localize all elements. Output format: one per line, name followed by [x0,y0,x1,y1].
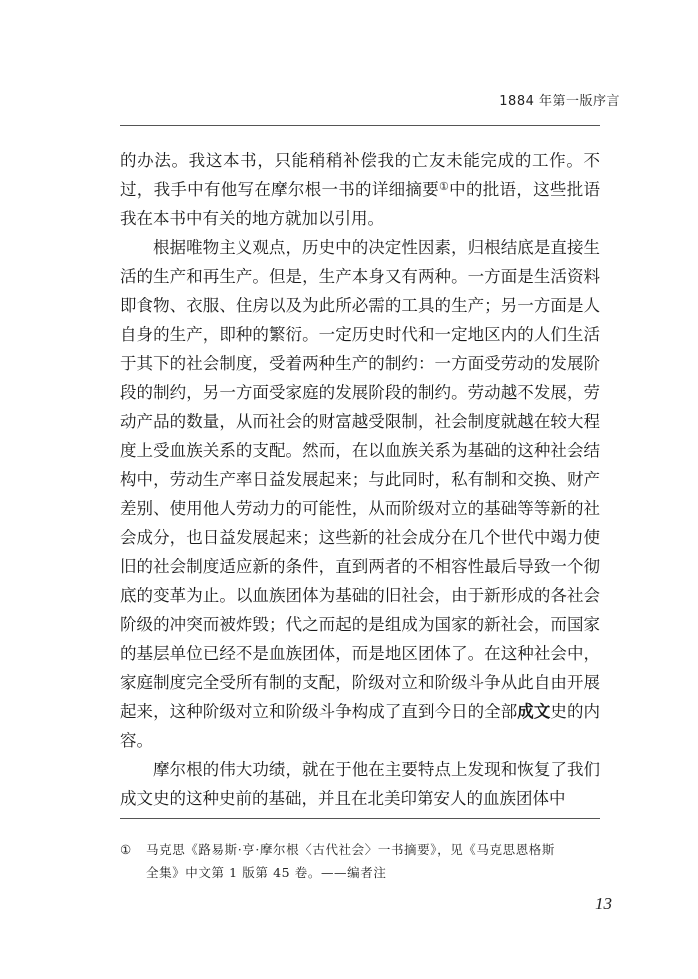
paragraph-1-tail: 中的批语，这些批语我在本书中有关的地方就加以引用。 [120,180,600,228]
footnote-text-1: 马克思《路易斯·亨·摩尔根〈古代社会〉一书摘要》，见《马克思恩格斯 [146,842,555,857]
paragraph-3-text: 摩尔根的伟大功绩，就在于他在主要特点上发现和恢复了我们成文史的这种史前的基础，并且在北美印第安人的血族团体中 [120,760,600,808]
footnote-mark: ① [120,842,132,857]
paragraph-3 [120,755,600,813]
footnote-line-2: 全集》中文第 1 版第 45 卷。——编者注 [146,865,387,880]
footnote [120,838,600,884]
paragraph-1 [120,146,600,233]
paragraph-2 [120,233,600,755]
footnote-reference[interactable]: ① [439,180,450,193]
paragraph-1-text: 的办法。我这本书，只能稍稍补偿我的亡友未能完成的工作。不过，我手中有他写在摩尔根一书的详细摘要 [120,151,600,199]
paragraph-2-tail: 史的内容。 [120,702,601,750]
paragraph-2-bold: 成文 [517,702,551,721]
footnote-line-1 [120,838,600,861]
header-rule [120,125,600,126]
footnote-rule [120,818,600,819]
paragraph-2-text: 根据唯物主义观点，历史中的决定性因素，归根结底是直接生活的生产和再生产。但是，生产本身又有两种。一方面是生活资料即食物、衣服、住房以及为此所必需的工具的生产；另一方面是人自身的生产，即种的繁衍。一定历史时代和一定地区内的人们生活于其下的社会制度，受着两种生产的制约：一方面受劳动的发展阶段的制约，另一方面受家庭的发展阶段的制约。劳动越不发展，劳动产品的数量，从而社会的财富越受限制，社会制度就越在较大程度上受血族关系的支配。然而，在以血族关系为基础的这种社会结构中，劳动生产率日益发展起来；与此同时，私有制和交换、财产差别、使用他人劳动力的可能性，从而阶级对立的基础等等新的社会成分，也日益发展起来；这些新的社会成分在几个世代中竭力使旧的社会制度适应新的条件，直到两者的不相容性最后导致一个彻底的变革为止。以血族团体为基础的旧社会，由于新形成的各社会阶级的冲突而被炸毁；代之而起的是组成为国家的新社会，而国家的基层单位已经不是血族团体，而是地区团体了。在这种社会中，家庭制度完全受所有制的支配，阶级对立和阶级斗争从此自由开展起来，这种阶级对立和阶级斗争构成了直到今日的全部 [120,238,600,721]
running-header: 1884 年第一版序言 [499,94,620,109]
body-text [120,146,600,813]
page-number: 13 [595,894,612,913]
